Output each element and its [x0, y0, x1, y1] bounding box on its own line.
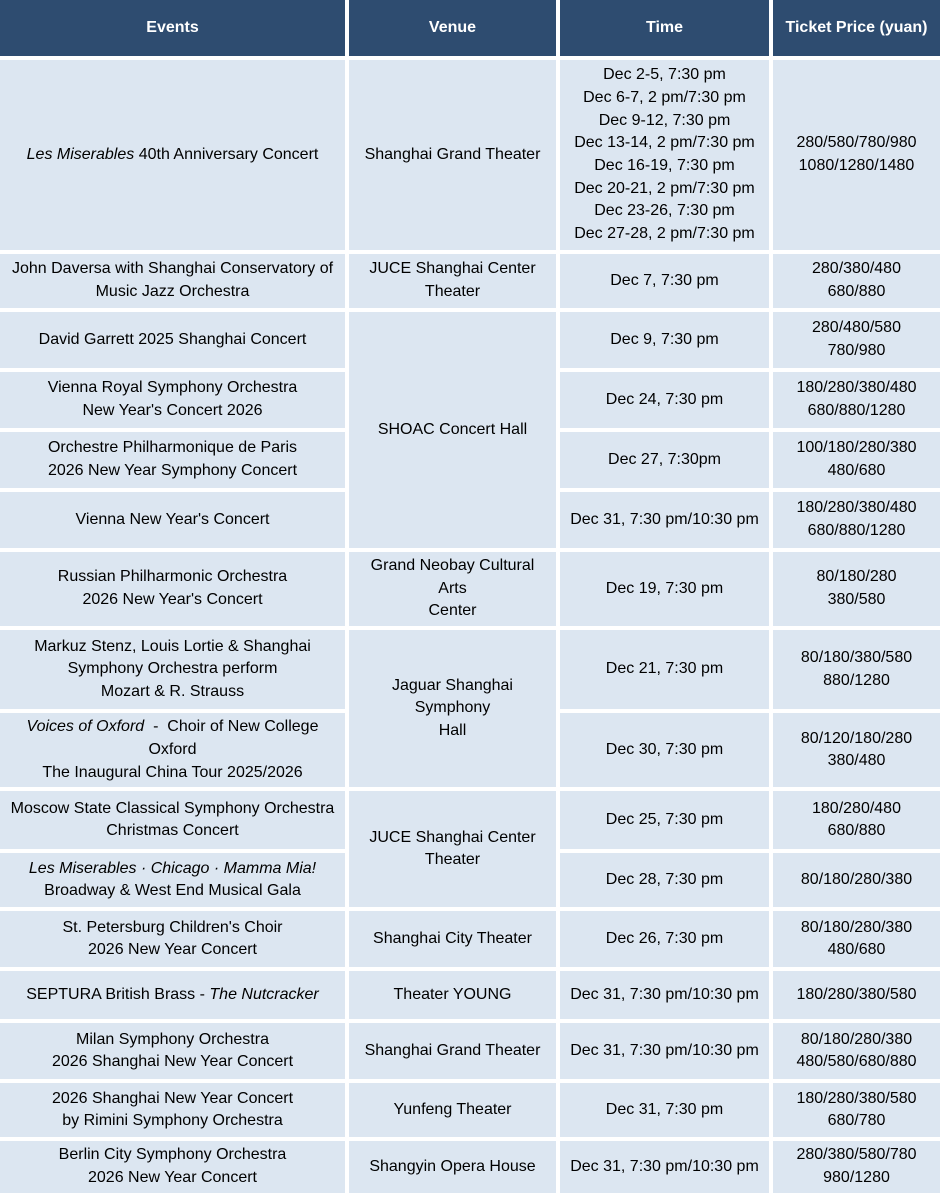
- price-cell: 180/280/480 680/880: [771, 789, 940, 851]
- venue-cell: SHOAC Concert Hall: [347, 310, 558, 550]
- time-cell: Dec 31, 7:30 pm/10:30 pm: [558, 969, 771, 1021]
- event-cell: [0, 909, 347, 969]
- event-cell: [0, 1081, 347, 1139]
- event-cell: [0, 789, 347, 851]
- event-cell: [0, 310, 347, 370]
- event-title-text: Mozart & R. Strauss: [100, 683, 245, 701]
- table-row: [0, 58, 940, 252]
- event-title-text: - Choir of New College: [144, 718, 319, 736]
- event-title-text: St. Petersburg Children's Choir: [62, 918, 283, 936]
- event-cell: [0, 628, 347, 711]
- event-title-text: Vienna New Year's Concert: [75, 510, 270, 528]
- table-row: [0, 550, 940, 628]
- event-title-text: 2026 Shanghai New Year Concert: [51, 1053, 294, 1071]
- price-cell: 180/280/380/580: [771, 969, 940, 1021]
- event-title-text: 2026 New Year's Concert: [82, 591, 263, 609]
- time-cell: Dec 24, 7:30 pm: [558, 370, 771, 430]
- table-row: [0, 252, 940, 310]
- event-title-text: 2026 New Year Symphony Concert: [47, 462, 298, 479]
- event-cell: [0, 490, 347, 550]
- event-title-italic: Les Miserables · Chicago · Mamma Mia!: [28, 859, 317, 877]
- table-row: [0, 628, 940, 711]
- time-cell: Dec 27, 7:30pm: [558, 430, 771, 490]
- column-header-venue: Venue: [347, 0, 558, 58]
- table-body: [0, 58, 940, 1193]
- header-row: [0, 0, 940, 58]
- event-cell: [0, 1021, 347, 1081]
- event-title-text: Oxford: [148, 740, 197, 758]
- venue-cell: JUCE Shanghai Center Theater: [347, 789, 558, 909]
- table-row: [0, 1021, 940, 1081]
- table-header: [0, 0, 940, 58]
- event-cell: [0, 252, 347, 310]
- event-title-text: SEPTURA British Brass -: [26, 985, 210, 1003]
- time-cell: Dec 26, 7:30 pm: [558, 909, 771, 969]
- event-title-text: Moscow State Classical Symphony Orchestra: [10, 799, 335, 817]
- event-title-italic: Les Miserables: [26, 145, 135, 163]
- event-title-text: 40th Anniversary Concert: [134, 145, 319, 163]
- price-cell: 280/380/480 680/880: [771, 252, 940, 310]
- venue-cell: Grand Neobay Cultural Arts Center: [347, 550, 558, 628]
- price-cell: 180/280/380/480 680/880/1280: [771, 370, 940, 430]
- event-cell: [0, 1139, 347, 1192]
- event-title-text: 2026 New Year Concert: [88, 941, 257, 959]
- event-cell: [0, 969, 347, 1021]
- event-title-text: Milan Symphony Orchestra: [76, 1030, 269, 1048]
- price-cell: 80/120/180/280 380/480: [771, 711, 940, 789]
- time-cell: Dec 31, 7:30 pm/10:30 pm: [558, 1139, 771, 1192]
- time-cell: Dec 31, 7:30 pm: [558, 1081, 771, 1139]
- table-row: [0, 1139, 940, 1192]
- event-title-text: David Garrett 2025 Shanghai Concert: [38, 330, 307, 348]
- event-cell: [0, 711, 347, 789]
- time-cell: Dec 31, 7:30 pm/10:30 pm: [558, 1021, 771, 1081]
- event-title-text: 2026 Shanghai New Year Concert: [51, 1089, 294, 1107]
- event-title-italic: The Nutcracker: [209, 985, 319, 1003]
- event-title-text: John Daversa with Shanghai Conservatory of: [11, 260, 334, 278]
- event-title-text: Christmas Concert: [106, 822, 239, 840]
- event-title-text: Vienna Royal Symphony Orchestra: [47, 379, 298, 397]
- price-cell: 280/480/580 780/980: [771, 310, 940, 370]
- event-title-text: Russian Philharmonic Orchestra: [57, 568, 288, 586]
- venue-cell: JUCE Shanghai Center Theater: [347, 252, 558, 310]
- venue-cell: Shanghai City Theater: [347, 909, 558, 969]
- venue-cell: Yunfeng Theater: [347, 1081, 558, 1139]
- event-title-text: Berlin City Symphony Orchestra: [58, 1146, 287, 1164]
- venue-cell: Shanghai Grand Theater: [347, 1021, 558, 1081]
- price-cell: 80/180/280/380 480/680: [771, 909, 940, 969]
- venue-cell: Shangyin Opera House: [347, 1139, 558, 1192]
- event-title-text: Orchestre Philharmonique de Paris: [47, 439, 297, 457]
- price-cell: 280/380/580/780 980/1280: [771, 1139, 940, 1192]
- table-row: [0, 909, 940, 969]
- event-title-text: Markuz Stenz, Louis Lortie & Shanghai: [34, 637, 311, 655]
- event-title-text: The Inaugural China Tour 2025/2026: [42, 763, 303, 781]
- event-title-text: by Rimini Symphony Orchestra: [62, 1112, 283, 1130]
- table-row: [0, 969, 940, 1021]
- price-cell: 180/280/380/480 680/880/1280: [771, 490, 940, 550]
- time-cell: Dec 31, 7:30 pm/10:30 pm: [558, 490, 771, 550]
- column-header-ticket-price: Ticket Price (yuan): [771, 0, 940, 58]
- time-cell: Dec 19, 7:30 pm: [558, 550, 771, 628]
- event-cell: [0, 550, 347, 628]
- time-cell: Dec 21, 7:30 pm: [558, 628, 771, 711]
- column-header-time: Time: [558, 0, 771, 58]
- event-title-text: Music Jazz Orchestra: [95, 283, 250, 300]
- price-cell: 80/180/280/380: [771, 851, 940, 909]
- venue-cell: Shanghai Grand Theater: [347, 58, 558, 252]
- time-cell: Dec 30, 7:30 pm: [558, 711, 771, 789]
- venue-cell: Jaguar Shanghai Symphony Hall: [347, 628, 558, 789]
- price-cell: 100/180/280/380 480/680: [771, 430, 940, 490]
- venue-cell: Theater YOUNG: [347, 969, 558, 1021]
- time-cell: Dec 25, 7:30 pm: [558, 789, 771, 851]
- event-title-text: New Year's Concert 2026: [82, 402, 263, 419]
- column-header-events: Events: [0, 0, 347, 58]
- event-title-italic: Voices of Oxford: [26, 718, 145, 736]
- event-title-text: Symphony Orchestra perform: [67, 660, 278, 678]
- table-row: [0, 310, 940, 370]
- event-cell: [0, 851, 347, 909]
- event-cell: [0, 370, 347, 430]
- time-cell: Dec 28, 7:30 pm: [558, 851, 771, 909]
- event-cell: [0, 58, 347, 252]
- time-cell: Dec 7, 7:30 pm: [558, 252, 771, 310]
- table-row: [0, 1081, 940, 1139]
- price-cell: 180/280/380/580 680/780: [771, 1081, 940, 1139]
- price-cell: 80/180/280 380/580: [771, 550, 940, 628]
- time-cell: Dec 9, 7:30 pm: [558, 310, 771, 370]
- price-cell: 280/580/780/980 1080/1280/1480: [771, 58, 940, 252]
- event-title-text: Broadway & West End Musical Gala: [44, 882, 301, 900]
- time-cell: Dec 2-5, 7:30 pm Dec 6-7, 2 pm/7:30 pm Dec 9-12, 7:30 pm Dec 13-14, 2 pm/7:30 pm Dec 16-19, 7:30 pm Dec 20-21, 2 pm/7:30 pm Dec 23-26, 7:30 pm Dec 27-28, 2 pm/7:30 pm: [558, 58, 771, 252]
- table-row: [0, 789, 940, 851]
- event-cell: [0, 430, 347, 490]
- event-title-text: 2026 New Year Concert: [88, 1169, 257, 1187]
- price-cell: 80/180/380/580 880/1280: [771, 628, 940, 711]
- price-cell: 80/180/280/380 480/580/680/880: [771, 1021, 940, 1081]
